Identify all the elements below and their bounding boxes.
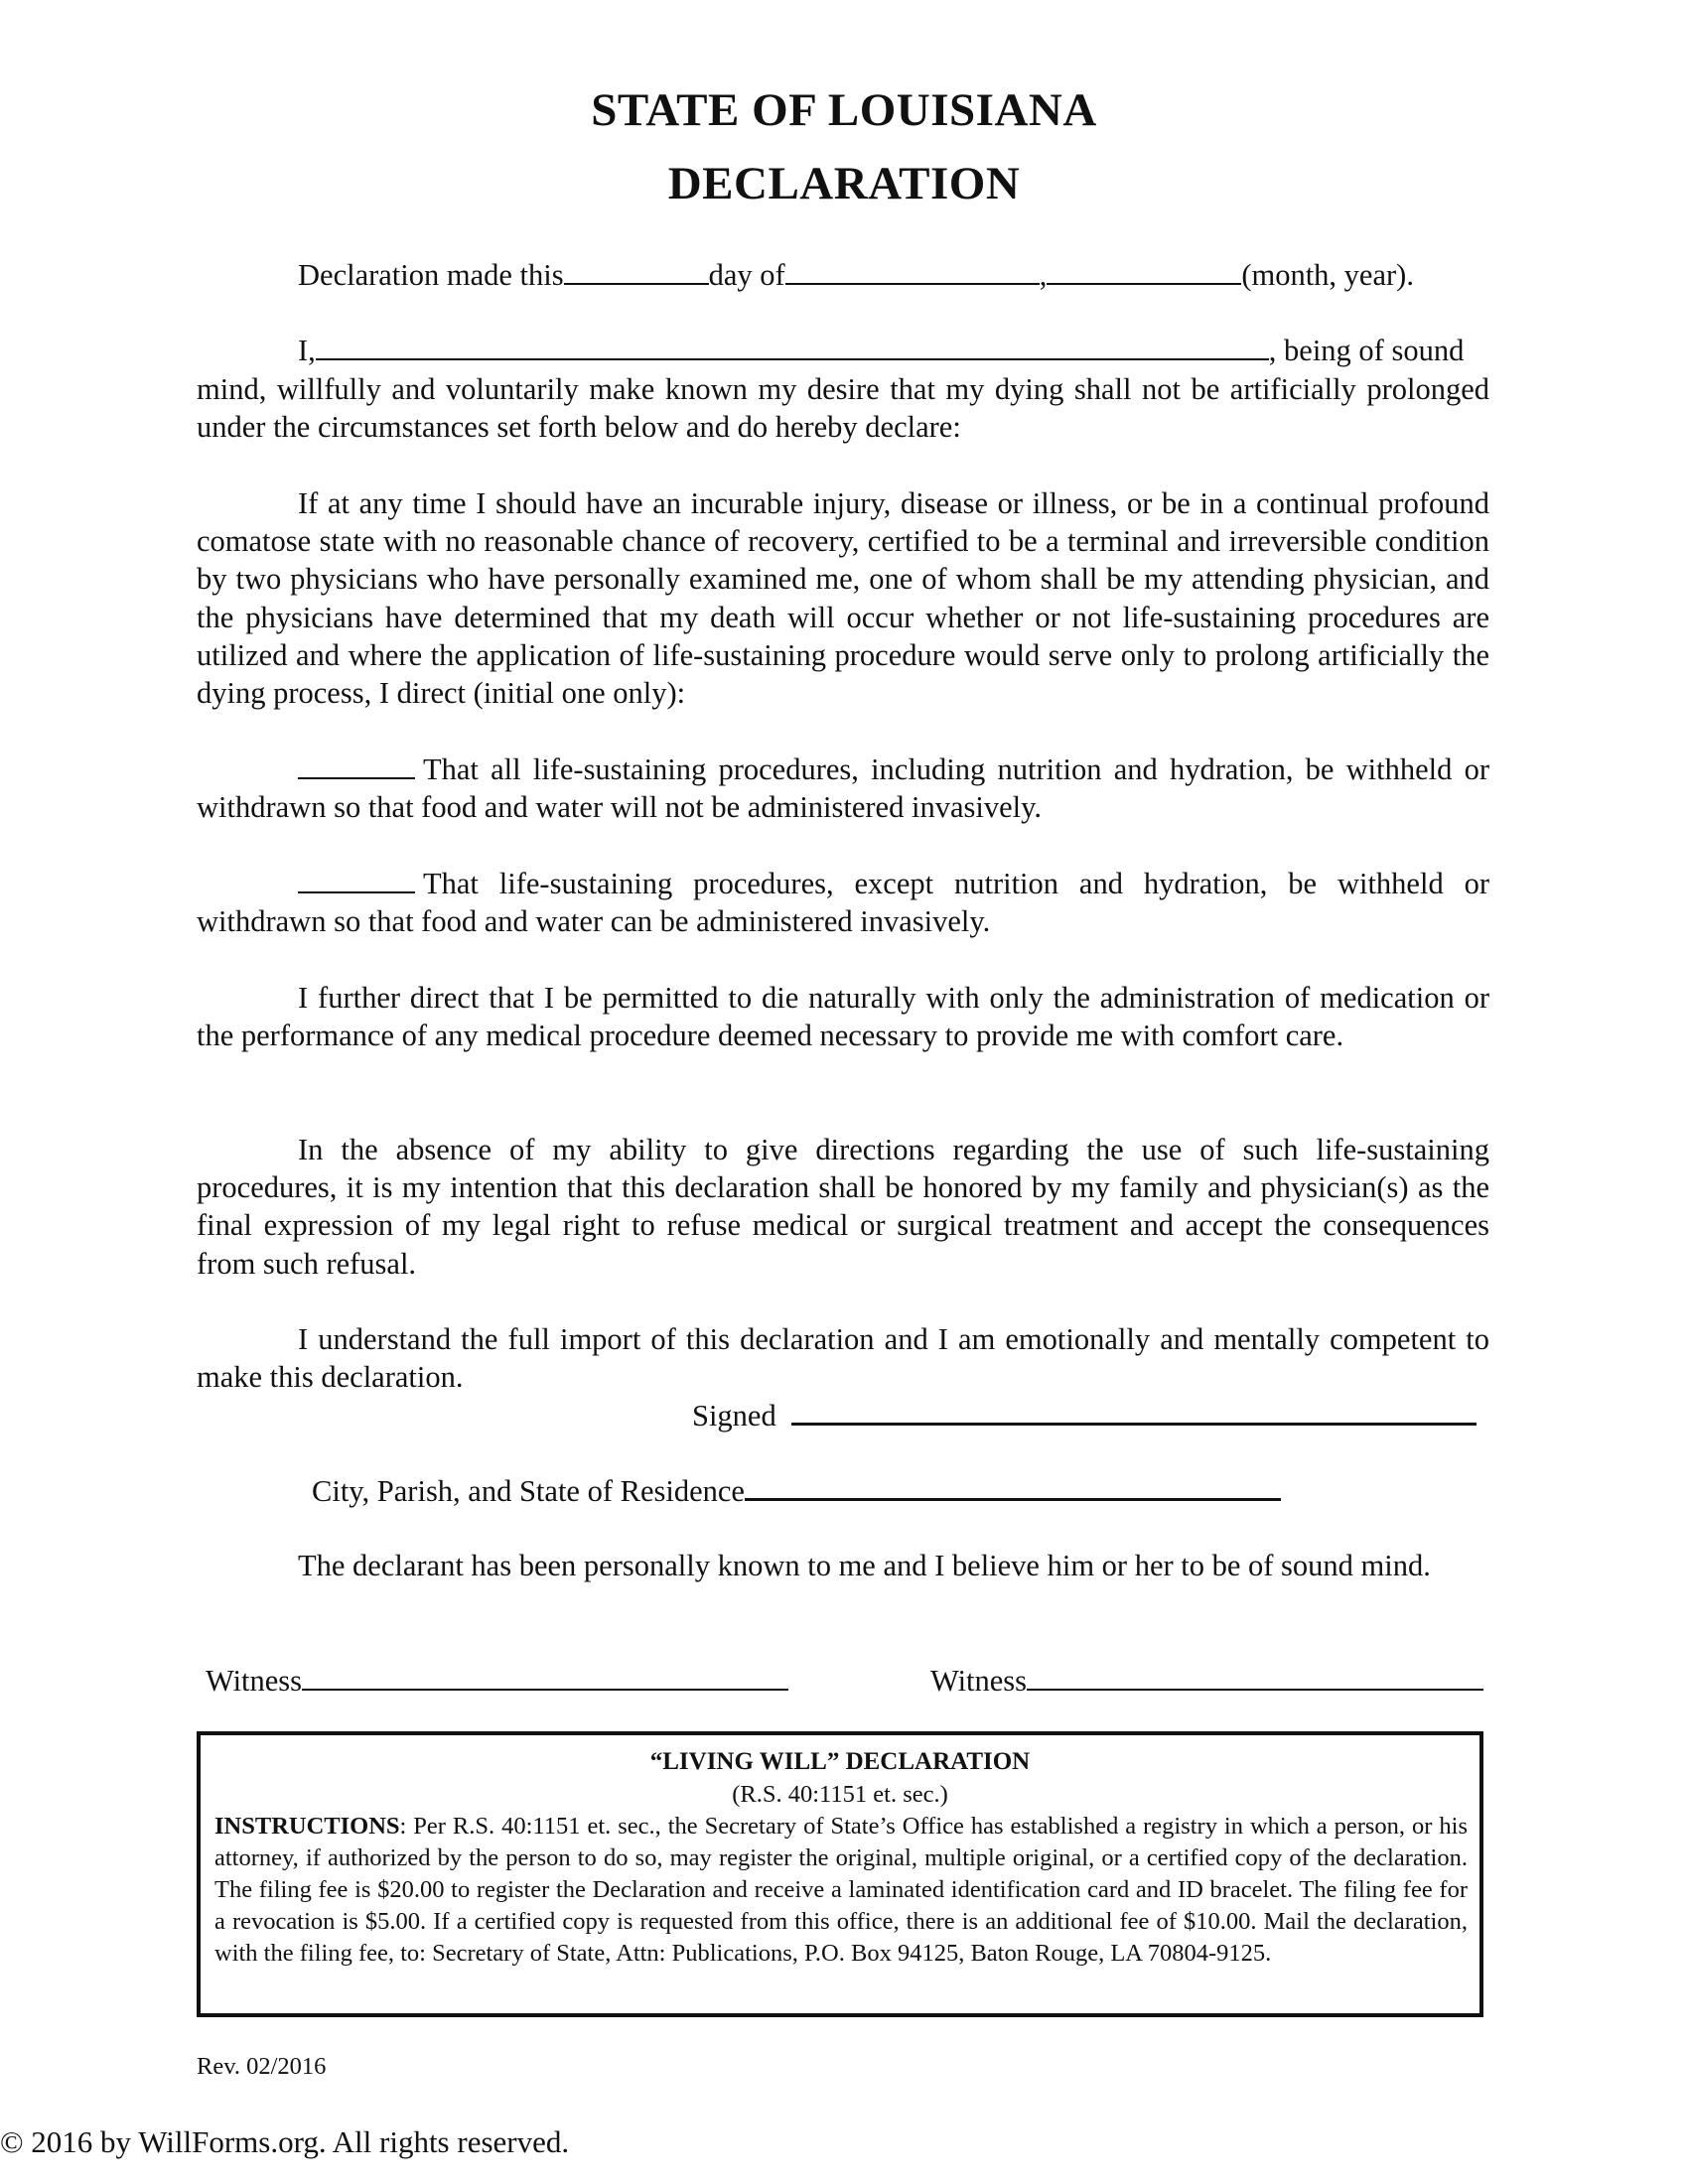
day-field[interactable]: [564, 259, 709, 285]
instructions-box-title: “LIVING WILL” DECLARATION: [649, 1748, 1031, 1775]
document-title: STATE OF LOUISIANA: [591, 84, 1097, 136]
residence-field[interactable]: [745, 1474, 1281, 1501]
date-line-prefix: Declaration made this: [298, 258, 564, 292]
further-text: I further direct that I be permitted to die naturally with only the administration of medication or the performance of any medical procedure deemed necessary to provide me with comfort care.: [197, 981, 1489, 1053]
understand-text: I understand the full import of this declaration and I am emotionally and mentally competent to make this declaration.: [197, 1322, 1489, 1395]
date-line-comma: ,: [1039, 258, 1048, 292]
known-text: The declarant has been personally known to me and I believe him or her to be of sound mind.: [298, 1549, 1431, 1582]
instructions-box: [197, 1731, 1483, 2017]
witness-2-field[interactable]: [1027, 1665, 1483, 1691]
year-field[interactable]: [1047, 259, 1241, 285]
name-line-continuation: [197, 370, 1489, 446]
option-2-paragraph: [197, 865, 1489, 940]
declaration-intro-text: mind, willfully and voluntarily make known my desire that my dying shall not be artificially prolonged under the circumstances set forth below and do hereby declare:: [197, 372, 1489, 445]
revision-note: Rev. 02/2016: [197, 2053, 327, 2080]
signature-field[interactable]: [791, 1399, 1477, 1426]
name-line: [298, 332, 1464, 369]
witness-1-line: [206, 1662, 788, 1700]
instructions-text: : Per R.S. 40:1151 et. sec., the Secretary of State’s Office has established a registry in which a person, or his attorney, if authorized by the person to do so, may register the original, multiple original, or a certified copy of the declaration. The filing fee is $20.00 to register the Declaration and receive a laminated identification card and ID bracelet. The filing fee for a revocation is $5.00. If a certified copy is requested from this office, there is an additional fee of $10.00. Mail the declaration, with the filing fee, to: Secretary of State, Attn: Publications, P.O. Box 94125, Baton Rouge, LA 70804-9125.: [214, 1813, 1468, 1967]
declarant-name-field[interactable]: [316, 335, 1269, 360]
option-2: [197, 865, 1489, 940]
condition-text: If at any time I should have an incurable injury, disease or illness, or be in a continual profound comatose state with no reasonable chance of recovery, certified to be a terminal and irreversible condition by two physicians who have personally examined me, one of whom shall be my attending physician, and the physicians have determined that my death will occur whether or not life-sustaining procedures are utilized and where the application of life-sustaining procedure would serve only to prolong artificially the dying process, I direct (initial one only):: [197, 486, 1489, 711]
witness-2-line: [930, 1662, 1483, 1700]
residence-label: City, Parish, and State of Residence: [312, 1474, 745, 1508]
document-subtitle: DECLARATION: [667, 158, 1021, 209]
name-line-prefix: I,: [298, 334, 316, 367]
month-field[interactable]: [785, 259, 1040, 285]
signed-label: Signed: [692, 1399, 776, 1433]
instructions-box-subtitle: (R.S. 40:1151 et. sec.): [732, 1781, 948, 1808]
option-1-paragraph: [197, 751, 1489, 826]
copyright-footer: © 2016 by WillForms.org. All rights reserved.: [0, 2124, 570, 2159]
instructions-label: INSTRUCTIONS: [214, 1813, 400, 1840]
instructions-body: [214, 1811, 1468, 1970]
absence-text: In the absence of my ability to give directions regarding the use of such life-sustaining procedures, it is my intention that this declaration shall be honored by my family and physician(s) as the final expression of my legal right to refuse medical or surgical treatment and accept the consequences from such refusal.: [197, 1133, 1489, 1281]
name-line-suffix: , being of sound: [1268, 334, 1465, 367]
witness-1-label: Witness: [206, 1664, 303, 1698]
residence-line: [312, 1472, 1281, 1510]
option-1: [197, 751, 1489, 826]
date-line-suffix: (month, year).: [1241, 258, 1414, 292]
option-1-initial-field[interactable]: [298, 753, 415, 779]
option-2-text: That life-sustaining procedures, except nutrition and hydration, be withheld or withdrawn so that food and water can be administered invasively.: [197, 867, 1489, 939]
further-paragraph: [197, 979, 1489, 1054]
absence-paragraph: [197, 1131, 1489, 1283]
date-line: [298, 256, 1414, 294]
known-paragraph: [197, 1547, 1474, 1584]
option-2-initial-field[interactable]: [298, 868, 415, 893]
option-1-text: That all life-sustaining procedures, including nutrition and hydration, be withheld or withdrawn so that food and water will not be administered invasively.: [197, 752, 1489, 825]
witness-1-field[interactable]: [302, 1665, 788, 1691]
understand-paragraph: [197, 1320, 1489, 1396]
condition-paragraph: [197, 484, 1489, 712]
signed-line: [692, 1397, 1477, 1434]
witness-2-label: Witness: [930, 1664, 1028, 1698]
date-line-day-of: day of: [708, 258, 785, 292]
